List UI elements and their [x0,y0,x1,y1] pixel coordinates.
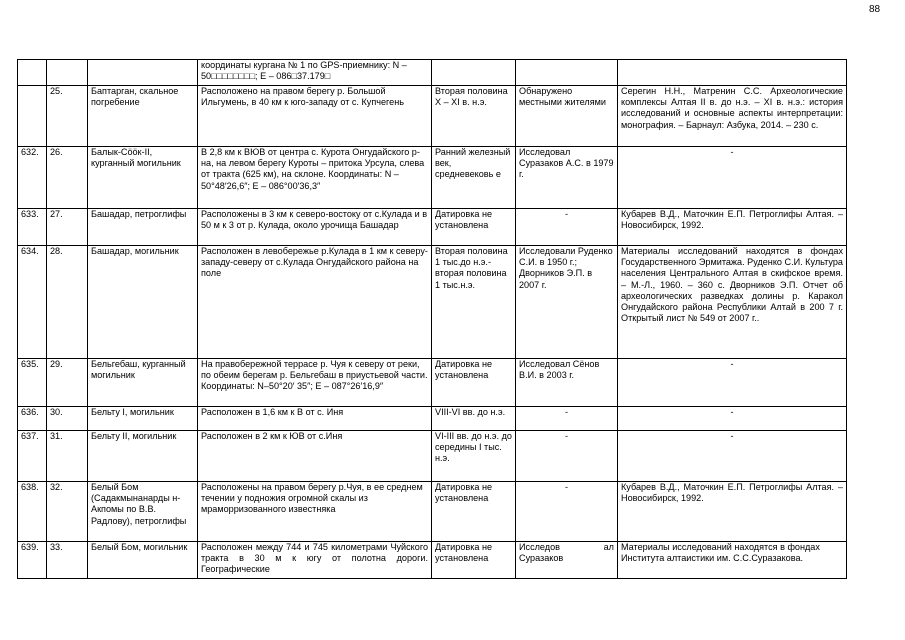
site-name: Белый Бом (Садакмынанарды н-Акпомы по В.В. Радлову), петроглифы [88,482,198,542]
site-location: координаты кургана № 1 по GPS-приемнику: N – 50□□□□□□□□; E – 086□37.179□ [198,60,432,86]
site-dating: Вторая половина X – XI в. н.э. [432,86,516,147]
site-literature: - [618,359,847,407]
global-number: 635. [18,359,47,407]
global-number: 632. [18,147,47,209]
site-literature: - [618,431,847,482]
table-row [18,60,847,86]
local-number: 25. [47,86,88,147]
site-name [88,60,198,86]
site-research: - [516,407,618,431]
site-research: - [516,209,618,246]
local-number: 27. [47,209,88,246]
global-number: 637. [18,431,47,482]
global-number: 639. [18,542,47,579]
site-literature: Кубарев В.Д., Маточкин Е.П. Петроглифы Алтая. – Новосибирск, 1992. [618,209,847,246]
local-number: 33. [47,542,88,579]
site-name: Балык-Сӧӧк-II, курганный могильник [88,147,198,209]
site-dating [432,60,516,86]
site-literature [618,60,847,86]
site-location: Расположено на правом берегу р. Большой Ильгумень, в 40 км к юго-западу от с. Купчегень [198,86,432,147]
table-row [18,246,847,359]
site-location: Расположен в левобережье р.Кулада в 1 км к северу-западу-северу от с.Кулада Онгудайского района на поле [198,246,432,359]
site-literature: Серегин Н.Н., Матренин С.С. Археологические комплексы Алтая II в. до н.э. – XI в. н.э.: история исследований и основные аспекты интерпретации: монография. – Барнаул: Азбука, 2014. – 230 с. [618,86,847,147]
global-number: 633. [18,209,47,246]
site-research: - [516,431,618,482]
local-number: 30. [47,407,88,431]
sites-table [17,59,847,579]
site-location: Расположен в 1,6 км к В от с. Иня [198,407,432,431]
table-row [18,359,847,407]
site-research: Исследовал Суразаков А.С. в 1979 г. [516,147,618,209]
site-research [516,60,618,86]
local-number [47,60,88,86]
site-research: Исследов ал Суразаков [516,542,618,579]
table-row [18,431,847,482]
global-number: 636. [18,407,47,431]
site-name: Башадар, петроглифы [88,209,198,246]
site-dating: VIII-VI вв. до н.э. [432,407,516,431]
site-name: Бельту I, могильник [88,407,198,431]
table-row [18,407,847,431]
site-dating: Датировка не установлена [432,209,516,246]
local-number: 28. [47,246,88,359]
global-number [18,60,47,86]
table-row [18,147,847,209]
global-number: 634. [18,246,47,359]
site-dating: Датировка не установлена [432,542,516,579]
site-dating: Датировка не установлена [432,359,516,407]
site-location: В 2,8 км к ВЮВ от центра с. Курота Онгудайского р-на, на левом берегу Куроты – притока Урсула, слева от тракта (625 км), на склоне. Координаты: N – 50°48′26,6″; E – 086°00′36,3″ [198,147,432,209]
site-research: - [516,482,618,542]
site-research: Исследовали Руденко С.И. в 1950 г.; Дворников Э.П. в 2007 г. [516,246,618,359]
site-name: Бельгебаш, курганный могильник [88,359,198,407]
site-dating: Ранний железный век, средневековь е [432,147,516,209]
global-number: 638. [18,482,47,542]
page-number: 88 [869,4,881,15]
local-number: 32. [47,482,88,542]
local-number: 31. [47,431,88,482]
site-location: Расположен между 744 и 745 километрами Чуйского тракта в 30 м к югу от полотна дороги. Географические [198,542,432,579]
site-location: Расположены на правом берегу р.Чуя, в ее среднем течении у подножия огромной скалы из мраморризованного известняка [198,482,432,542]
table-row [18,482,847,542]
site-dating: VI-III вв. до н.э. до середины I тыс. н.э. [432,431,516,482]
site-dating: Датировка не установлена [432,482,516,542]
site-location: Расположен в 2 км к ЮВ от с.Иня [198,431,432,482]
site-literature: Материалы исследований находятся в фондах Государственного Эрмитажа. Руденко С.И. Культура населения Центрального Алтая в скифское время. – М.-Л., 1960. – 360 с. Дворников Э.П. Отчет об археологических разведках долины р. Каракол Онгудайского района Республики Алтай в 200 7 г. Открытый лист № 549 от 2007 г.. [618,246,847,359]
site-name: Баптарган, скальное погребение [88,86,198,147]
site-literature: Материалы исследований находятся в фондах Института алтаистики им. С.С.Суразакова. [618,542,847,579]
table-row [18,209,847,246]
site-name: Бельту II, могильник [88,431,198,482]
site-location: На правобережной террасе р. Чуя к северу от реки, по обеим берегам р. Бельгебаш в приустьевой части. Координаты: N–50°20′ 35″; E – 087°26′16,9″ [198,359,432,407]
local-number: 26. [47,147,88,209]
global-number [18,86,47,147]
site-literature: - [618,407,847,431]
site-dating: Вторая половина 1 тыс.до н.э.- вторая половина 1 тыс.н.э. [432,246,516,359]
site-location: Расположены в 3 км к северо-востоку от с.Кулада и в 50 м к 3 от р. Кулада, около урочища Башадар [198,209,432,246]
site-research: Исследовал Сёнов В.И. в 2003 г. [516,359,618,407]
site-literature: - [618,147,847,209]
site-name: Башадар, могильник [88,246,198,359]
table-row [18,86,847,147]
table-row [18,542,847,579]
local-number: 29. [47,359,88,407]
site-name: Белый Бом, могильник [88,542,198,579]
site-literature: Кубарев В.Д., Маточкин Е.П. Петроглифы Алтая. – Новосибирск, 1992. [618,482,847,542]
site-research: Обнаружено местными жителями [516,86,618,147]
